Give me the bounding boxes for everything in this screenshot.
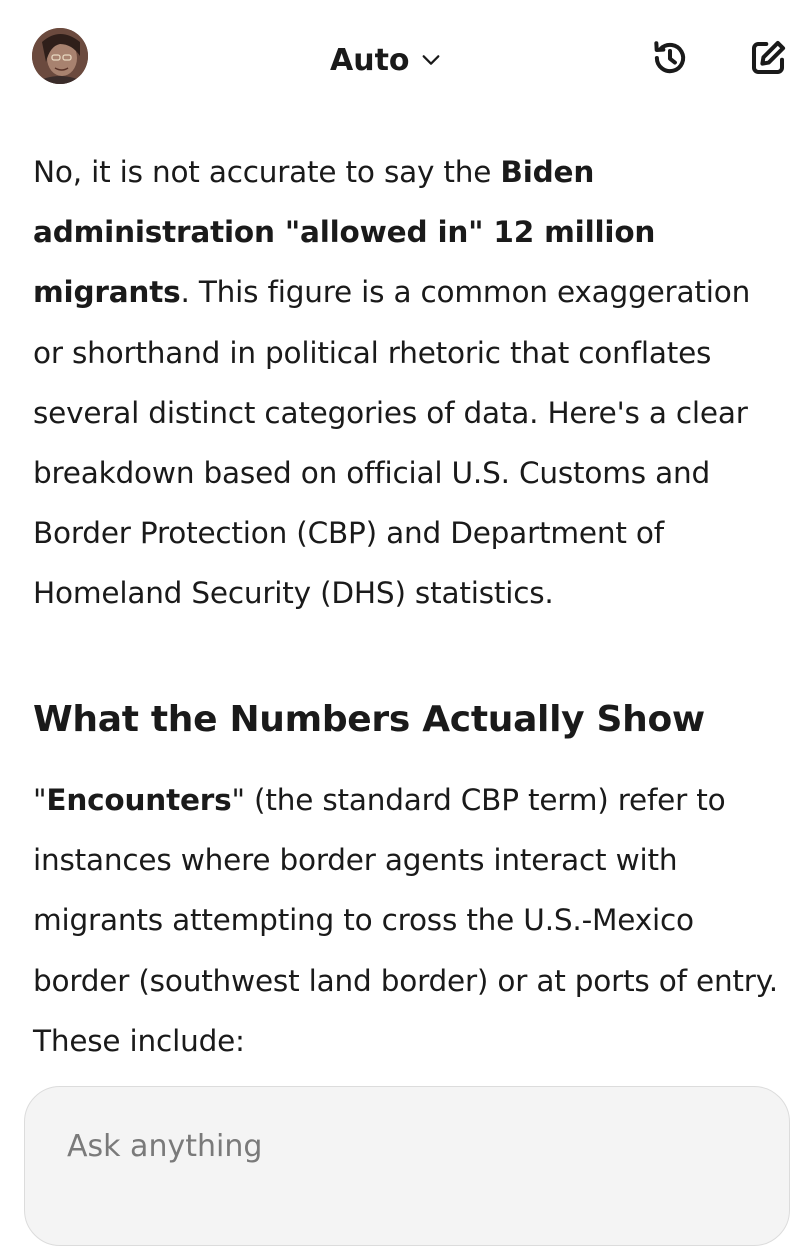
- new-chat-button[interactable]: [744, 34, 792, 82]
- assistant-message: [33, 142, 785, 1058]
- history-icon: [649, 37, 691, 79]
- edit-icon: [747, 37, 789, 79]
- paragraph-text: . This figure is a common exaggeration or shorthand in political rhetoric that conflates several distinct categories of data. Here's a clear breakdown based on official U.S. Customs and Border Protection (CBP) and Department of Homeland Security (DHS) statistics.: [33, 275, 751, 611]
- paragraph-text: ": [33, 783, 47, 817]
- top-bar: [0, 0, 795, 120]
- avatar-image: [32, 28, 88, 84]
- paragraph-text: No, it is not accurate to say the: [33, 155, 501, 189]
- model-label: Auto: [330, 42, 410, 78]
- message-paragraph: [33, 142, 785, 624]
- chevron-down-icon: [420, 49, 442, 71]
- composer: [24, 1086, 790, 1246]
- history-button[interactable]: [646, 34, 694, 82]
- paragraph-text: " (the standard CBP term) refer to instances where border agents interact with migrants attempting to cross the U.S.-Mexico border (southwest land border) or at ports of entry. These include:: [33, 783, 778, 1058]
- message-paragraph: [33, 770, 785, 1071]
- ask-input[interactable]: [65, 1123, 669, 1169]
- bold-term: Encounters: [46, 783, 232, 817]
- model-selector[interactable]: [330, 38, 442, 82]
- section-heading: What the Numbers Actually Show: [33, 699, 705, 740]
- user-avatar[interactable]: [32, 28, 88, 84]
- bold-claim: Biden administration "allowed in" 12 million migrants: [33, 155, 656, 310]
